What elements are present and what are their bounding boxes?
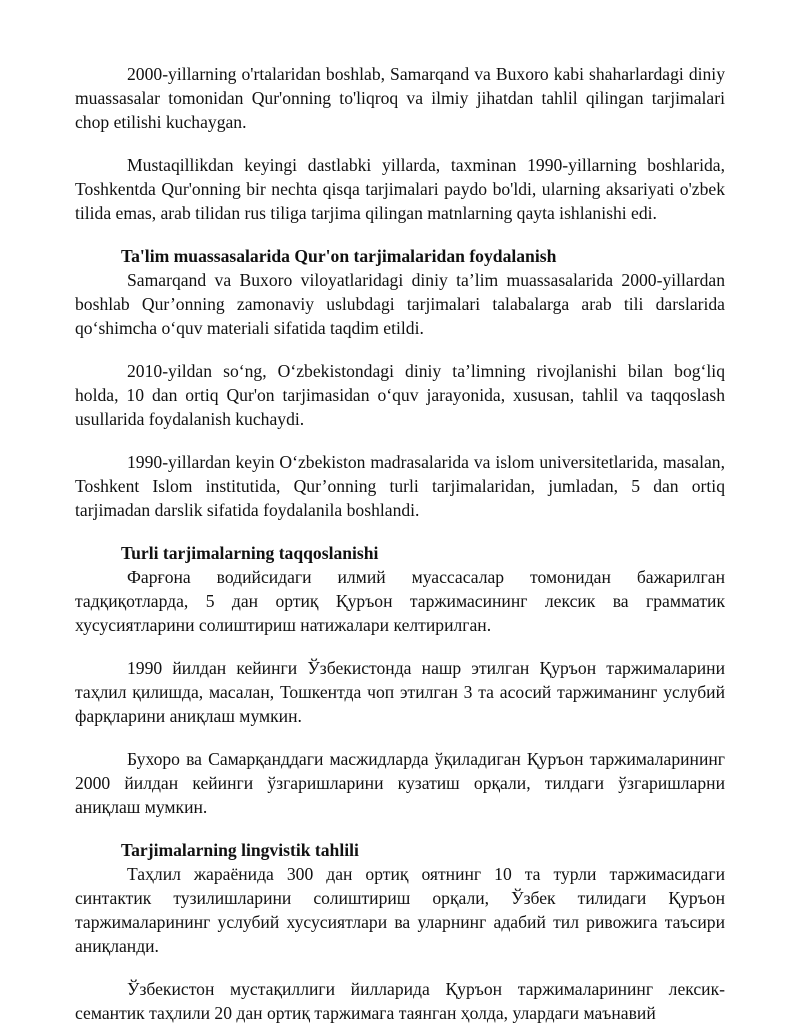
paragraph-3: Samarqand va Buxoro viloyatlaridagi diniy ta’lim muassasalarida 2000-yillardan boshlab Qur’onning zamonaviy uslubdagi tarjimalari talabalarga arab tili darslarida qo‘shimcha o‘quv materiali sifatida taqdim etildi. (75, 270, 725, 338)
paragraph-1: 2000-yillarning o'rtalaridan boshlab, Samarqand va Buxoro kabi shaharlardagi diniy muassasalar tomonidan Qur'onning to'liqroq va ilmiy jihatdan tahlil qilingan tarjimalari chop etilishi kuchaygan. (75, 64, 725, 132)
paragraph-8: Бухоро ва Самарқанддаги масжидларда ўқиладиган Қуръон таржималарининг 2000 йилдан кейинги ўзгаришларини кузатиш орқали, тилдаги ўзгаришларни аниқлаш мумкин. (75, 749, 725, 817)
paragraph-6: Фарғона водийсидаги илмий муассасалар томонидан бажарилган тадқиқотларда, 5 дан ортиқ Қуръон таржимасининг лексик ва грамматик хусусиятларини солиштириш натижалари келтирилган. (75, 567, 725, 635)
section-heading-comparison: Turli tarjimalarning taqqoslanishi (121, 543, 379, 563)
paragraph-5: 1990-yillardan keyin O‘zbekiston madrasalarida va islom universitetlarida, masalan, Toshkent Islom institutida, Qur’onning turli tarjimalaridan, jumladan, 5 dan ortiq tarjimadan darslik sifatida foydalanila boshlandi. (75, 452, 725, 520)
paragraph-9: Таҳлил жараёнида 300 дан ортиқ оятнинг 10 та турли таржимасидаги синтактик тузилишларини солиштириш орқали, Ўзбек тилидаги Қуръон таржималарининг услубий хусусиятлари ва уларнинг адабий тил ривожига таъсири аниқланди. (75, 864, 725, 956)
section-heading-education: Ta'lim muassasalarida Qur'on tarjimalaridan foydalanish (121, 246, 557, 266)
section-heading-linguistic: Tarjimalarning lingvistik tahlili (121, 840, 359, 860)
paragraph-7: 1990 йилдан кейинги Ўзбекистонда нашр этилган Қуръон таржималарини таҳлил қилишда, масалан, Тошкентда чоп этилган 3 та асосий таржиманинг услубий фарқларини аниқлаш мумкин. (75, 658, 725, 726)
document-page (75, 62, 725, 1025)
paragraph-10: Ўзбекистон мустақиллиги йилларида Қуръон таржималарининг лексик-семантик таҳлили 20 дан ортиқ таржимага таянган ҳолда, улардаги маънавий (75, 979, 725, 1023)
paragraph-2: Mustaqillikdan keyingi dastlabki yillarda, taxminan 1990-yillarning boshlarida, Toshkentda Qur'onning bir nechta qisqa tarjimalari paydo bo'ldi, ularning aksariyati o'zbek tilida emas, arab tilidan rus tiliga tarjima qilingan matnlarning qayta ishlanishi edi. (75, 155, 725, 223)
paragraph-4: 2010-yildan so‘ng, O‘zbekistondagi diniy ta’limning rivojlanishi bilan bog‘liq holda, 10 dan ortiq Qur'on tarjimasidan o‘quv jarayonida, xususan, tahlil va taqqoslash usullarida foydalanish kuchaydi. (75, 361, 725, 429)
